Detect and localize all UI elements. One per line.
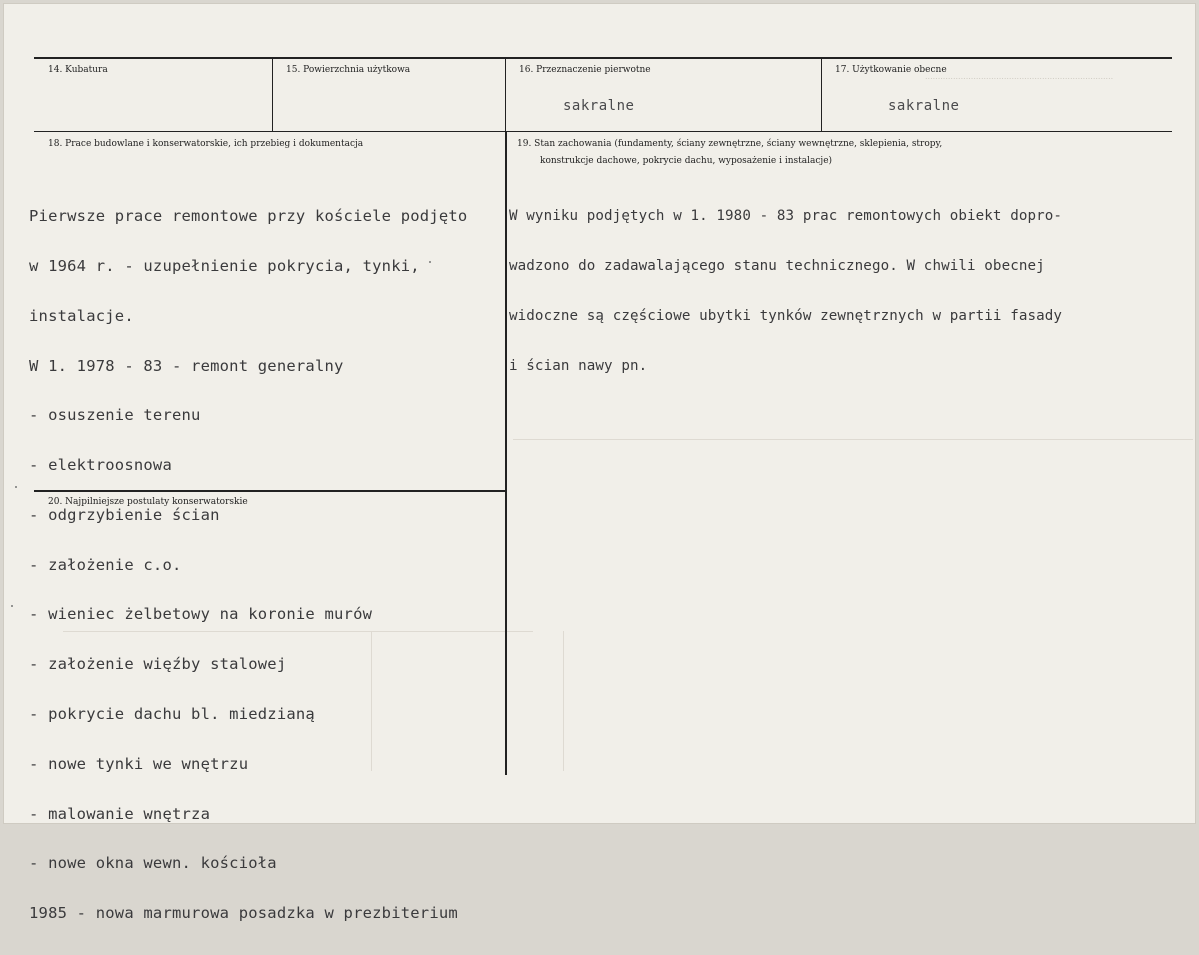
- typed-line: - wieniec żelbetowy na koronie murów: [29, 605, 373, 624]
- field-19-label-line1: 19. Stan zachowania (fundamenty, ściany zewnętrzne, ściany wewnętrzne, sklepienia, stropy,: [517, 139, 943, 149]
- typed-line: W wyniku podjętych w 1. 1980 - 83 prac remontowych obiekt dopro-: [509, 208, 1063, 225]
- typed-line: Pierwsze prace remontowe przy kościele podjęto: [29, 207, 468, 226]
- row-divider: [34, 131, 1172, 132]
- typed-line: - elektroosnowa: [29, 456, 172, 475]
- typed-line: - odgrzybienie ścian: [29, 505, 220, 524]
- field-14-label: 14. Kubatura: [48, 65, 108, 75]
- typed-line: - pokrycie dachu bl. miedzianą: [29, 705, 315, 723]
- field-15-label: 15. Powierzchnia użytkowa: [286, 65, 411, 75]
- column-divider: [272, 59, 273, 131]
- field-18-label: 18. Prace budowlane i konserwatorskie, ich przebieg i dokumentacja: [48, 139, 364, 149]
- top-rule: [34, 57, 1172, 59]
- bleed-through-rule: [563, 631, 564, 771]
- field-19-typed-text: [509, 175, 1062, 407]
- column-divider: [821, 59, 822, 131]
- field-18-typed-text: [29, 175, 467, 955]
- paper-speck: [11, 605, 13, 607]
- typed-line: instalacje.: [29, 306, 134, 325]
- typed-line: - założenie c.o.: [29, 555, 182, 574]
- bleed-through-mark: ..........................................................................: [925, 72, 1114, 81]
- bleed-through-rule: [513, 439, 1193, 440]
- typed-line: i ścian nawy pn.: [509, 357, 648, 374]
- typed-line: W 1. 1978 - 83 - remont generalny: [29, 356, 344, 375]
- record-card: [3, 3, 1196, 923]
- typed-line: w 1964 r. - uzupełnienie pokrycia, tynki,: [29, 256, 420, 275]
- typed-line: - osuszenie terenu: [29, 406, 201, 425]
- typed-line: widoczne są częściowe ubytki tynków zewnętrznych w partii fasady: [509, 307, 1063, 324]
- field-20-label: 20. Najpilniejsze postulaty konserwatorskie: [48, 497, 248, 507]
- typed-line: - założenie więźby stalowej: [29, 655, 287, 674]
- typed-line: - nowe tynki we wnętrzu: [29, 754, 249, 773]
- column-divider: [505, 59, 506, 131]
- field-16-value: sakralne: [563, 98, 635, 114]
- typed-line: - nowe okna wewn. kościoła: [29, 854, 277, 873]
- field-19-label-line2: konstrukcje dachowe, pokrycie dachu, wyposażenie i instalacje): [540, 156, 833, 166]
- typed-line: - malowanie wnętrza: [29, 804, 211, 823]
- paper-speck: [15, 486, 17, 488]
- typed-line: 1985 - nowa marmurowa posadzka w prezbiterium: [29, 904, 458, 923]
- field-17-value: sakralne: [888, 98, 960, 114]
- field-16-label: 16. Przeznaczenie pierwotne: [519, 65, 651, 75]
- main-column-divider: [505, 131, 507, 775]
- typed-line: wadzono do zadawalającego stanu technicznego. W chwili obecnej: [509, 257, 1045, 274]
- field-17-label: 17. Użytkowanie obecne: [835, 65, 947, 75]
